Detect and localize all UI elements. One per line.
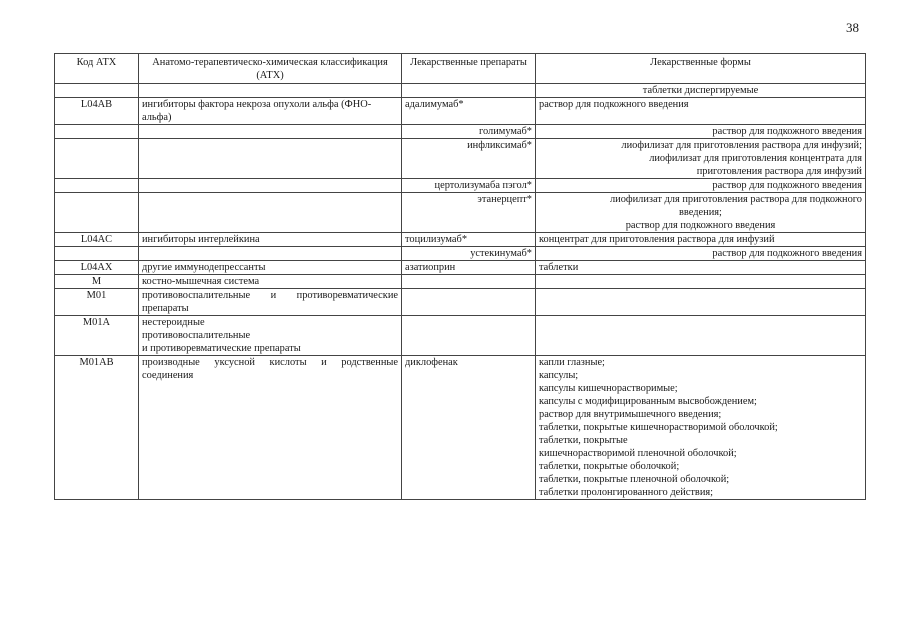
drug-form: концентрат для приготовления раствора для инфузий — [536, 233, 866, 247]
header-forms: Лекарственные формы — [536, 54, 866, 84]
table-row — [55, 247, 866, 261]
drug-form — [536, 289, 866, 316]
atc-class: производные уксусной кислоты и родственные соединения — [139, 356, 402, 500]
atc-code — [55, 125, 139, 139]
atc-class: противовоспалительные и противоревматические препараты — [139, 289, 402, 316]
table-row — [55, 179, 866, 193]
atc-class — [139, 84, 402, 98]
atc-code — [55, 247, 139, 261]
header-classification: Анатомо-терапевтическо-химическая классификация (АТХ) — [139, 54, 402, 84]
table-row — [55, 84, 866, 98]
drug-form: таблетки, покрытые оболочкой; — [539, 461, 680, 472]
drug-name: тоцилизумаб* — [402, 233, 536, 247]
drug-name: устекинумаб* — [402, 247, 536, 261]
drug-form: капсулы с модифицированным высвобождением; — [539, 396, 757, 407]
atc-code: L04AB — [55, 98, 139, 125]
drug-forms — [536, 356, 866, 500]
atc-drug-table — [54, 53, 866, 500]
drug-form: раствор для подкожного введения — [536, 125, 866, 139]
drug-forms — [536, 193, 866, 233]
table-row — [55, 139, 866, 179]
atc-class — [139, 139, 402, 179]
atc-class — [139, 125, 402, 139]
atc-code — [55, 179, 139, 193]
drug-form: раствор для подкожного введения — [536, 247, 866, 261]
atc-code: L04AC — [55, 233, 139, 247]
atc-code: M01AB — [55, 356, 139, 500]
drug-name: диклофенак — [402, 356, 536, 500]
drug-name — [402, 275, 536, 289]
atc-class — [139, 247, 402, 261]
drug-form: лиофилизат для приготовления раствора для подкожного — [609, 194, 862, 205]
drug-form: таблетки пролонгированного действия; — [539, 487, 714, 498]
atc-code: M01A — [55, 316, 139, 356]
drug-form: кишечнорастворимой пленочной оболочкой; — [539, 448, 737, 459]
drug-name — [402, 289, 536, 316]
drug-form — [536, 316, 866, 356]
drug-form: введения; — [679, 207, 722, 218]
table-row — [55, 233, 866, 247]
drug-form: лиофилизат для приготовления концентрата для — [649, 153, 862, 164]
table-header-row — [55, 54, 866, 84]
drug-name — [402, 316, 536, 356]
drug-form: лиофилизат для приготовления раствора для инфузий; — [621, 140, 862, 151]
drug-form: таблетки, покрытые пленочной оболочкой; — [539, 474, 730, 485]
atc-code — [55, 139, 139, 179]
drug-forms — [536, 139, 866, 179]
table-row — [55, 261, 866, 275]
drug-form: капсулы кишечнорастворимые; — [539, 383, 678, 394]
drug-form — [536, 275, 866, 289]
table-row — [55, 98, 866, 125]
table-row — [55, 316, 866, 356]
atc-class: ингибиторы интерлейкина — [139, 233, 402, 247]
drug-name: азатиоприн — [402, 261, 536, 275]
header-drugs: Лекарственные препараты — [402, 54, 536, 84]
drug-form: приготовления раствора для инфузий — [696, 166, 862, 177]
drug-form: таблетки, покрытые — [539, 435, 628, 446]
atc-class: ингибиторы фактора некроза опухоли альфа (ФНО-альфа) — [139, 98, 402, 125]
table-row — [55, 125, 866, 139]
atc-class-line: противовоспалительные — [142, 330, 251, 341]
header-code: Код АТХ — [55, 54, 139, 84]
drug-form: капли глазные; — [539, 357, 605, 368]
atc-code: M — [55, 275, 139, 289]
drug-form: таблетки — [536, 261, 866, 275]
table-row — [55, 193, 866, 233]
drug-form: раствор для внутримышечного введения; — [539, 409, 722, 420]
atc-class: костно-мышечная система — [139, 275, 402, 289]
drug-name: инфликсимаб* — [402, 139, 536, 179]
atc-class — [139, 193, 402, 233]
drug-name — [402, 84, 536, 98]
drug-name: адалимумаб* — [402, 98, 536, 125]
drug-name: этанерцепт* — [402, 193, 536, 233]
drug-name: цертолизумаба пэгол* — [402, 179, 536, 193]
atc-class: другие иммунодепрессанты — [139, 261, 402, 275]
atc-code — [55, 84, 139, 98]
drug-form: раствор для подкожного введения — [536, 98, 866, 125]
drug-name: голимумаб* — [402, 125, 536, 139]
page-number: 38 — [846, 20, 859, 35]
atc-class-line: и противоревматические препараты — [142, 343, 301, 354]
atc-class — [139, 179, 402, 193]
table-row — [55, 356, 866, 500]
atc-class-line: нестероидные — [142, 317, 205, 328]
table-row — [55, 289, 866, 316]
table-row — [55, 275, 866, 289]
atc-code — [55, 193, 139, 233]
drug-form: капсулы; — [539, 370, 579, 381]
drug-form: раствор для подкожного введения — [536, 179, 866, 193]
atc-code: L04AX — [55, 261, 139, 275]
atc-code: M01 — [55, 289, 139, 316]
atc-class — [139, 316, 402, 356]
drug-form: таблетки диспергируемые — [536, 84, 866, 98]
drug-form: таблетки, покрытые кишечнорастворимой оболочкой; — [539, 422, 778, 433]
drug-form: раствор для подкожного введения — [625, 220, 776, 231]
